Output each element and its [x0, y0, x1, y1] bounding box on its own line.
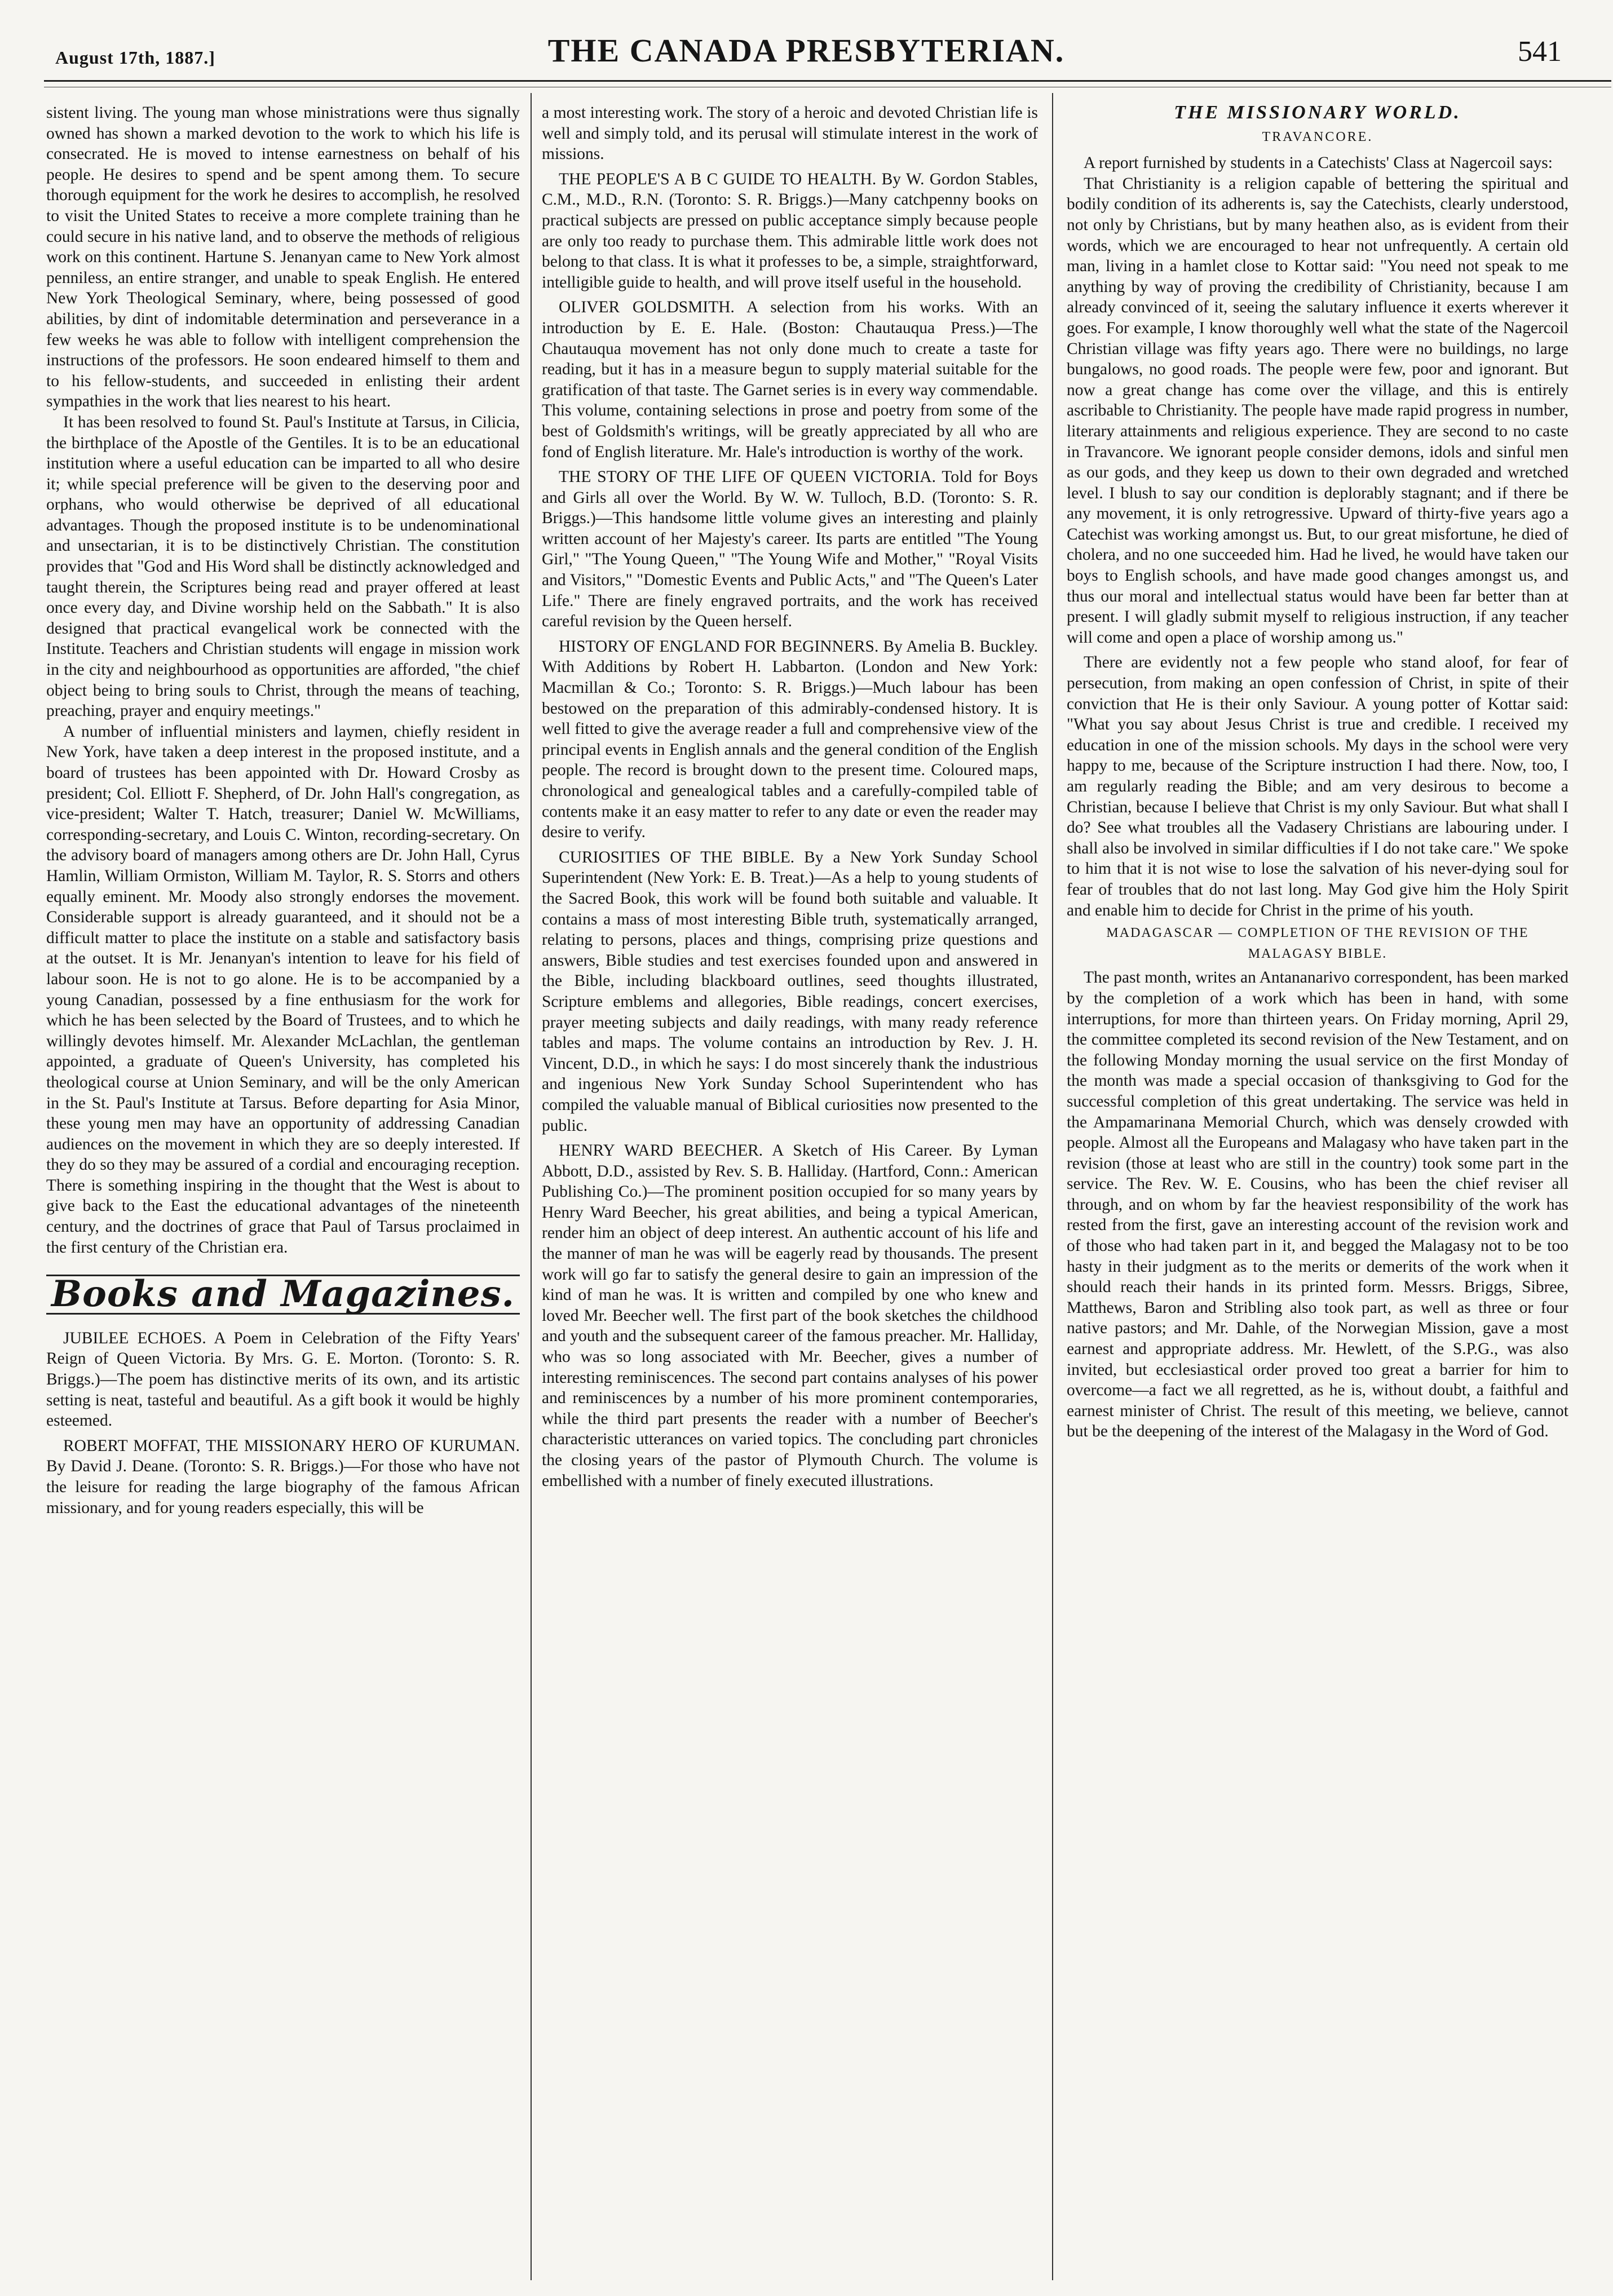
column-left	[46, 103, 520, 1518]
column-divider	[531, 93, 532, 2280]
article-paragraph: sistent living. The young man whose ministrations were thus signally owned has shown a marked devotion to the work to which his life is consecrated. He is moved to intense earnestness on behalf of his people. He desires to spend and be spent among them. To secure thorough equipment for the work he desires to accomplish, he resolved to visit the United States to receive a more complete training than he could secure in his native land, and to observe the methods of religious work on this continent. Hartune S. Jenanyan came to New York almost penniless, an entire stranger, and unable to speak English. He entered New York Theological Seminary, where, being possessed of good abilities, by dint of indomitable determination and perseverance in a few weeks he was able to follow with intelligent comprehension the instructions of the professors. He soon endeared himself to them and to his fellow-students, and succeeded in enlisting their ardent sympathies in the work that lies nearest to his heart.	[46, 104, 520, 411]
column-right	[1067, 103, 1568, 1442]
review-paragraph: HISTORY OF ENGLAND FOR BEGINNERS. By Amelia B. Buckley. With Additions by Robert H. Labbarton. (London and New York: Macmillan & Co.; Toronto: S. R. Briggs.)—Much labour has been bestowed on the preparation of this admirably-condensed history. It is well fitted to give the average reader a full and comprehensive view of the principal events in English annals and the general condition of the English people. The record is brought down to the present time. Coloured maps, chronological and genealogical tables and a carefully-compiled table of contents make it an easy matter to refer to any date or even the reader may desire to verify.	[542, 637, 1038, 842]
section-heading: Books and Magazines.	[46, 1275, 520, 1315]
masthead-title: THE CANADA PRESBYTERIAN.	[547, 32, 1065, 69]
review-paragraph: OLIVER GOLDSMITH. A selection from his works. With an introduction by E. E. Hale. (Boston: Chautauqua Press.)—The Chautauqua movement has not only done much to create a taste for reading, but it has in a measure begun to supply material suitable for the gratification of that taste. The Garnet series is in every way commendable. This volume, containing selections in prose and poetry from some of the best of Goldsmith's writings, will be greatly appreciated by all who are fond of English literature. Mr. Hale's introduction is worthy of the work.	[542, 298, 1038, 461]
issue-date: August 17th, 1887.]	[55, 47, 215, 68]
article-subheading: MADAGASCAR — COMPLETION OF THE REVISION OF THE MALAGASY BIBLE.	[1106, 926, 1529, 961]
column-divider	[1052, 93, 1053, 2280]
column-subtitle: TRAVANCORE.	[1262, 129, 1373, 144]
review-paragraph: a most interesting work. The story of a heroic and devoted Christian life is well and simply told, and its perusal will stimulate interest in the work of missions.	[542, 104, 1038, 163]
page-header	[39, 19, 1573, 76]
review-paragraph: THE PEOPLE'S A B C GUIDE TO HEALTH. By W. Gordon Stables, C.M., M.D., R.N. (Toronto: S. R. Briggs.)—Many catchpenny books on practical subjects are pressed on public acceptance simply because people are only too ready to purchase them. This admirable little work does not belong to that class. It is what it professes to be, a simple, straightforward, intelligible guide to health, and will prove itself useful in the household.	[542, 170, 1038, 291]
page-number: 541	[1518, 36, 1562, 68]
review-paragraph: ROBERT MOFFAT, THE MISSIONARY HERO OF KURUMAN. By David J. Deane. (Toronto: S. R. Briggs.)—For those who have not the leisure for reading the large biography of the famous African missionary, and for young readers especially, this will be	[46, 1436, 520, 1517]
review-paragraph: HENRY WARD BEECHER. A Sketch of His Career. By Lyman Abbott, D.D., assisted by Rev. S. B. Halliday. (Hartford, Conn.: American Publishing Co.)—The prominent position occupied for so many years by Henry Ward Beecher, his great abilities, and being a typical American, render him an object of deep interest. An authentic account of his life and the manner of man he was will be eagerly read by thousands. The present work will go far to satisfy the general desire to gain an impression of the kind of man he was. It is written and compiled by one who knew and loved Mr. Beecher well. The first part of the book sketches the childhood and youth and the subsequent career of the famous preacher. Mr. Halliday, who was so long associated with Mr. Beecher, gives a number of interesting reminiscences. The second part contains analyses of his power and reminiscences by a number of his more prominent contemporaries, while the third part presents the reader with a number of Beecher's characteristic utterances on varied topics. The concluding part chronicles the closing years of the pastor of Plymouth Church. The volume is embellished with a number of finely executed illustrations.	[542, 1142, 1038, 1490]
article-paragraph: The past month, writes an Antananarivo correspondent, has been marked by the completion of a work which has been in hand, with some interruptions, for more than thirteen years. On Friday morning, April 29, the committee completed its second revision of the New Testament, and on the following Monday morning the usual service on the first Monday of the month was made a special occasion of thanksgiving to God for the successful completion of this great undertaking. The service was held in the Ampamarinana Memorial Church, which was densely crowded with people. Almost all the Europeans and Malagasy who have taken part in the revision (those at least who are still in the country) took some part in the service. The Rev. W. E. Cousins, who has been the chief reviser all through, and on whom by far the heaviest responsibility of the work has rested from the first, gave an interesting account of the revision work and of those who had taken part in it, and begged the Malagasy not to be too hasty in their judgment as to the merits or demerits of the work when it should reach their hands in its printed form. Messrs. Briggs, Sibree, Matthews, Baron and Stribling also took part, as well as three or four native pastors; and Mr. Dahle, of the Norwegian Mission, gave a most earnest and appropriate address. Mr. Hewlett, of the S.P.G., was also invited, but ecclesiastical order proved too great a barrier for him to overcome—a fact we all regretted, as he is, without doubt, a faithful and earnest minister of Christ. The result of this meeting, we believe, cannot but be the deepening of the interest of the Malagasy in the Word of God.	[1067, 968, 1568, 1441]
review-paragraph: CURIOSITIES OF THE BIBLE. By a New York Sunday School Superintendent (New York: E. B. Treat.)—As a help to young students of the Sacred Book, this work will be found both suitable and valuable. It contains a mass of most interesting Bible truth, systematically arranged, relating to persons, places and things, comprising prize questions and answers, Bible studies and test exercises founded upon and answered in the Bible, including blackboard outlines, seed thoughts illustrated, Scripture emblems and allegories, Bible readings, concert exercises, prayer meeting subjects and daily readings, with many ready reference tables and maps. The volume contains an introduction by Rev. J. H. Vincent, D.D., in which he says: I do most sincerely thank the industrious and ingenious New York Sunday School Superintendent who has compiled the valuable manual of Biblical curiosities now presented to the public.	[542, 848, 1038, 1135]
header-rule	[44, 80, 1611, 82]
article-paragraph: A report furnished by students in a Catechists' Class at Nagercoil says:	[1084, 154, 1553, 172]
article-paragraph: It has been resolved to found St. Paul's Institute at Tarsus, in Cilicia, the birthplace of the Apostle of the Gentiles. It is to be an educational institution where a useful education can be imparted to all who desire it; while special preference will be given to the deserving poor and orphans, who would otherwise be deprived of all educational advantages. Though the proposed institute is to be undenominational and unsectarian, it is to be distinctively Christian. The constitution provides that "God and His Word shall be distinctly acknowledged and taught therein, the Scriptures being read and prayer offered at least once every day, and Divine worship held on the Sabbath." It is also designed that practical evangelical work be connected with the Institute. Teachers and Christian students will engage in mission work in the city and neighbourhood as opportunities are afforded, "the chief object being to bring souls to Christ, through the means of teaching, preaching, prayer and enquiry meetings."	[46, 413, 520, 720]
review-paragraph: THE STORY OF THE LIFE OF QUEEN VICTORIA. Told for Boys and Girls all over the World. By W. W. Tulloch, B.D. (Toronto: S. R. Briggs.)—This handsome little volume gives an interesting and plainly written account of her Majesty's career. Its parts are entitled "The Young Girl," "The Young Queen," "The Young Wife and Mother," "Royal Visits and Visitors," "Domestic Events and Public Acts," and "The Queen's Later Life." There are finely engraved portraits, and the work has received careful revision by the Queen herself.	[542, 468, 1038, 631]
review-paragraph: JUBILEE ECHOES. A Poem in Celebration of the Fifty Years' Reign of Queen Victoria. By Mrs. G. E. Morton. (Toronto: S. R. Briggs.)—The poem has distinctive merits of its own, and its artistic setting is neat, tasteful and beautiful. As a gift book it would be highly esteemed.	[46, 1329, 520, 1430]
article-paragraph: That Christianity is a religion capable of bettering the spiritual and bodily condition of its adherents is, say the Catechists, clearly understood, not only by Christians, but by many heathen also, as is evident from their words, which we are encouraged to hear not unfrequently. A certain old man, living in a hamlet close to Kottar said: "You need not speak to me anything by way of proving the credibility of Christianity, because I am already convinced of it, seeing the salutary influence it exerts wherever it goes. For example, I know thoroughly well what the state of the Nagercoil Christian village was fifty years ago. There were no buildings, no large bungalows, no good roads. The people were few, poor and ignorant. But now a great change has come over the village, and this is entirely ascribable to Christianity. The people have made rapid progress in number, literary attainments and religious experience. They are second to no caste in Travancore. We ignorant people consider demons, idols and sinful men as our gods, and they keep us down to their own degraded and wretched level. I blush to say our condition is deplorably stagnant; and if there be any movement, it is only retrogressive. Upward of thirty-five years ago a Catechist was working amongst us. But, to our great misfortune, he died of cholera, and no one succeeded him. Had he lived, he would have taken our boys to English schools, and have made good changes amongst us, and thus our moral and intellectual status would have been far better than at present. I will gladly submit myself to religious instruction, if any teacher will come and open a place of worship among us."	[1067, 174, 1568, 647]
column-title: THE MISSIONARY WORLD.	[1174, 102, 1461, 123]
column-middle	[542, 103, 1038, 1491]
article-paragraph: A number of influential ministers and laymen, chiefly resident in New York, have taken a deep interest in the proposed institute, and a board of trustees has been appointed with Dr. Howard Crosby as president; Col. Elliott F. Shepherd, of Dr. John Hall's congregation, as vice-president; Walter T. Hatch, treasurer; Daniel W. McWilliams, corresponding-secretary, and Louis C. Winton, recording-secretary. On the advisory board of managers among others are Dr. John Hall, Cyrus Hamlin, William Ormiston, William M. Taylor, R. S. Storrs and others equally eminent. Mr. Moody also strongly endorses the movement. Considerable support is already guaranteed, and it should not be a difficult matter to place the institute on a stable and satisfactory basis at the outset. It is Mr. Jenanyan's intention to leave for his field of labour soon. He is not to go alone. He is to be accompanied by a young Canadian, possessed by a fine enthusiasm for the work for which he has been selected by the Board of Trustees, and to which he willingly devotes himself. Mr. Alexander McLachlan, the gentleman appointed, a graduate of Queen's University, has completed his theological course at Union Seminary, and will be the only American in the St. Paul's Institute at Tarsus. Before departing for Asia Minor, these young men may have an opportunity of addressing Canadian audiences on the movement in which they are so deeply interested. If they do so they may be assured of a cordial and encouraging reception. There is something inspiring in the thought that the West is about to give back to the East the educational advantages of the nineteenth century, and the doctrines of grace that Paul of Tarsus proclaimed in the first century of the Christian era.	[46, 722, 520, 1257]
article-paragraph: There are evidently not a few people who stand aloof, for fear of persecution, from making an open confession of Christ, in spite of their conviction that He is their only Saviour. A young potter of Kottar said: "What you say about Jesus Christ is true and credible. I received my education in one of the mission schools. My days in the school were very happy to me, because of the Scripture instruction I had there. Now, too, I am regularly reading the Bible; and am very desirous to become a Christian, because I believe that Christ is my only Saviour. But what shall I do? See what troubles all the Vadasery Christians are labouring under. I shall also be involved in similar difficulties if I do not take care." We spoke to him that it is not wise to lose the salvation of his never-dying soul for fear of troubles that do not last long. May God give him the Holy Spirit and enable him to decide for Christ in the prime of his youth.	[1067, 653, 1568, 919]
